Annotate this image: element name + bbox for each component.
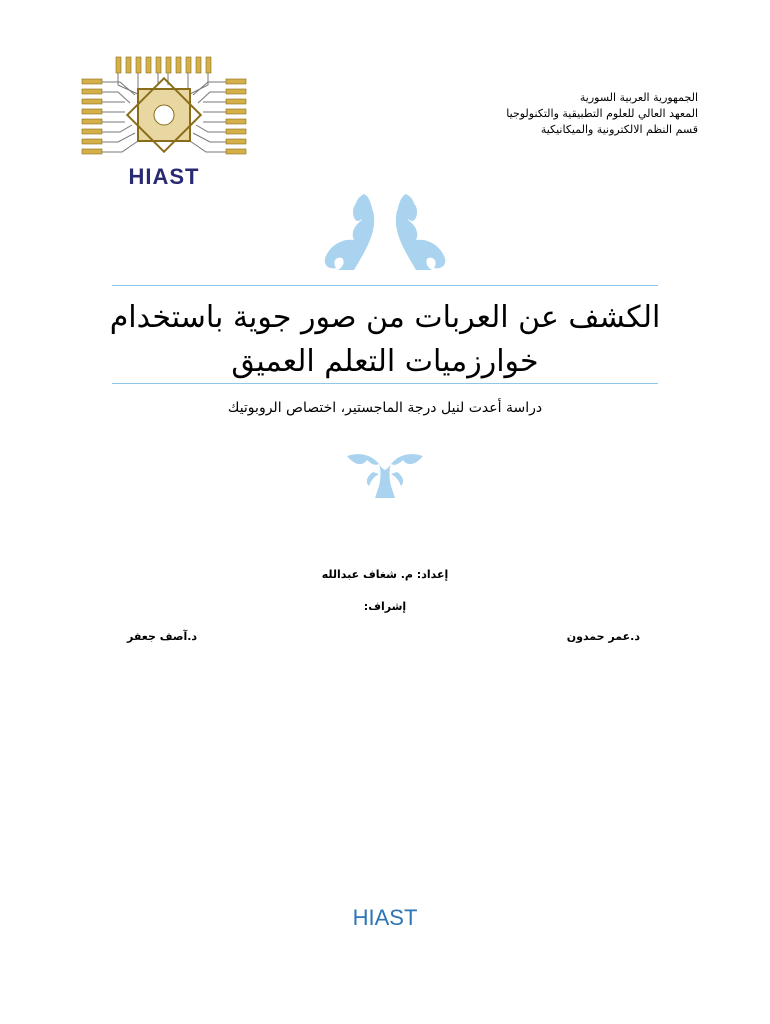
footer-hiast: HIAST bbox=[352, 905, 418, 930]
divider-top bbox=[112, 285, 658, 286]
degree-statement: دراسة أعدت لنيل درجة الماجستير، اختصاص الروبوتيك bbox=[227, 400, 543, 416]
fleur-ornament-icon bbox=[345, 450, 425, 500]
title-line-1: الكشف عن العربات من صور جوية باستخدام bbox=[109, 300, 661, 335]
logo-text: HIAST bbox=[128, 164, 200, 189]
supervisor-2: د.آصف جعفر bbox=[127, 630, 198, 643]
prepared-by: إعداد: م. شغاف عبدالله bbox=[321, 568, 449, 581]
header-country: الجمهورية العربية السورية bbox=[579, 91, 698, 104]
title-line-2: خوارزميات التعلم العميق bbox=[231, 344, 539, 379]
header-institute: المعهد العالي للعلوم التطبيقية والتكنولوجيا bbox=[506, 107, 698, 120]
supervisor-1: د.عمر حمدون bbox=[566, 630, 640, 643]
supervision-label: إشراف: bbox=[363, 600, 407, 613]
thesis-title bbox=[100, 296, 670, 384]
floral-ornament-icon bbox=[312, 190, 458, 272]
institution-header bbox=[398, 90, 698, 138]
header-department: قسم النظم الالكترونية والميكانيكية bbox=[540, 123, 698, 136]
divider-bottom bbox=[112, 383, 658, 384]
